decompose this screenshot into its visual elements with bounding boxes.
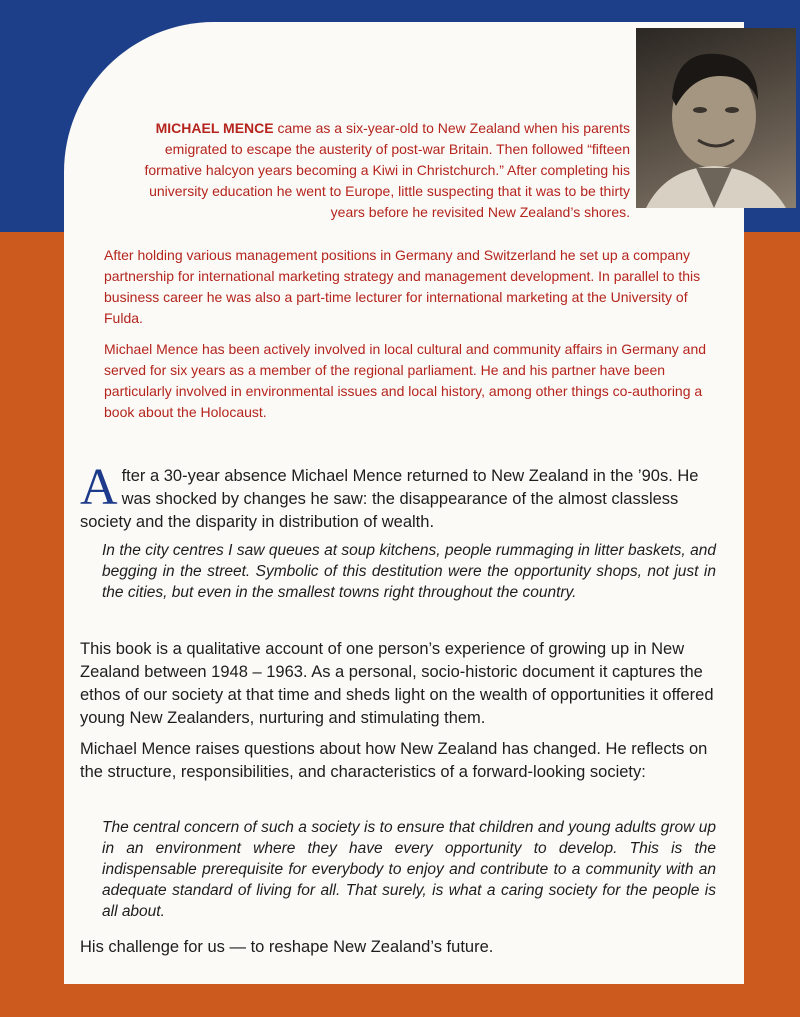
blurb-paragraph-1 [80, 459, 720, 534]
author-portrait-illustration [636, 28, 796, 208]
bio-career: After holding various management positions in Germany and Switzerland he set up a company partnership for international marketing strategy and management development. In parallel to this business career he was also a part-time lecturer for international marketing at the University of Fulda. [104, 247, 701, 326]
bio-intro [136, 118, 630, 223]
blurb-paragraph-2: This book is a qualitative account of one person’s experience of growing up in New Zealand between 1948 – 1963. As a personal, socio-historic document it captures the ethos of our society at that time and sheds light on the wealth of opportunities it offered young New Zealanders, nurturing and stimulating them. [80, 640, 714, 727]
author-name: MICHAEL MENCE [155, 120, 274, 136]
blurb-paragraph-1-text: fter a 30-year absence Michael Mence returned to New Zealand in the ’90s. He was shocked by changes he saw: the disappearance of the almost classless society and the disparity in distribution of wealth. [80, 467, 699, 531]
drop-cap: A [80, 459, 118, 516]
quote-destitution: In the city centres I saw queues at soup kitchens, people rummaging in litter baskets, and begging in the street. Symbolic of this destitution were the opportunity shops, not just in the cities, but even in the smallest towns right throughout the country. [102, 542, 716, 601]
author-photo [636, 28, 796, 208]
bio-intro-text: came as a six-year-old to New Zealand when his parents emigrated to escape the austerity of post-war Britain. Then followed “fifteen formative halcyon years becoming a Kiwi in Christchurch.” After completing his university education he went to Europe, little suspecting that it was to be thirty years before he revisited New Zealand’s shores. [144, 120, 630, 220]
blurb-closing: His challenge for us — to reshape New Zealand’s future. [80, 938, 494, 956]
blurb-paragraph-3: Michael Mence raises questions about how New Zealand has changed. He reflects on the structure, responsibilities, and characteristics of a forward-looking society: [80, 740, 708, 781]
bio-community: Michael Mence has been actively involved in local cultural and community affairs in Germany and served for six years as a member of the regional parliament. He and his partner have been particularly involved in environmental issues and local history, among other things co-authoring a book about the Holocaust. [104, 341, 707, 420]
quote-caring-society: The central concern of such a society is to ensure that children and young adults grow up in an environment where they have every opportunity to develop. This is the indispensable prerequisite for everybody to enjoy and contribute to a community with an adequate standard of living for all. That surely, is what a caring society for the people is all about. [102, 819, 716, 920]
